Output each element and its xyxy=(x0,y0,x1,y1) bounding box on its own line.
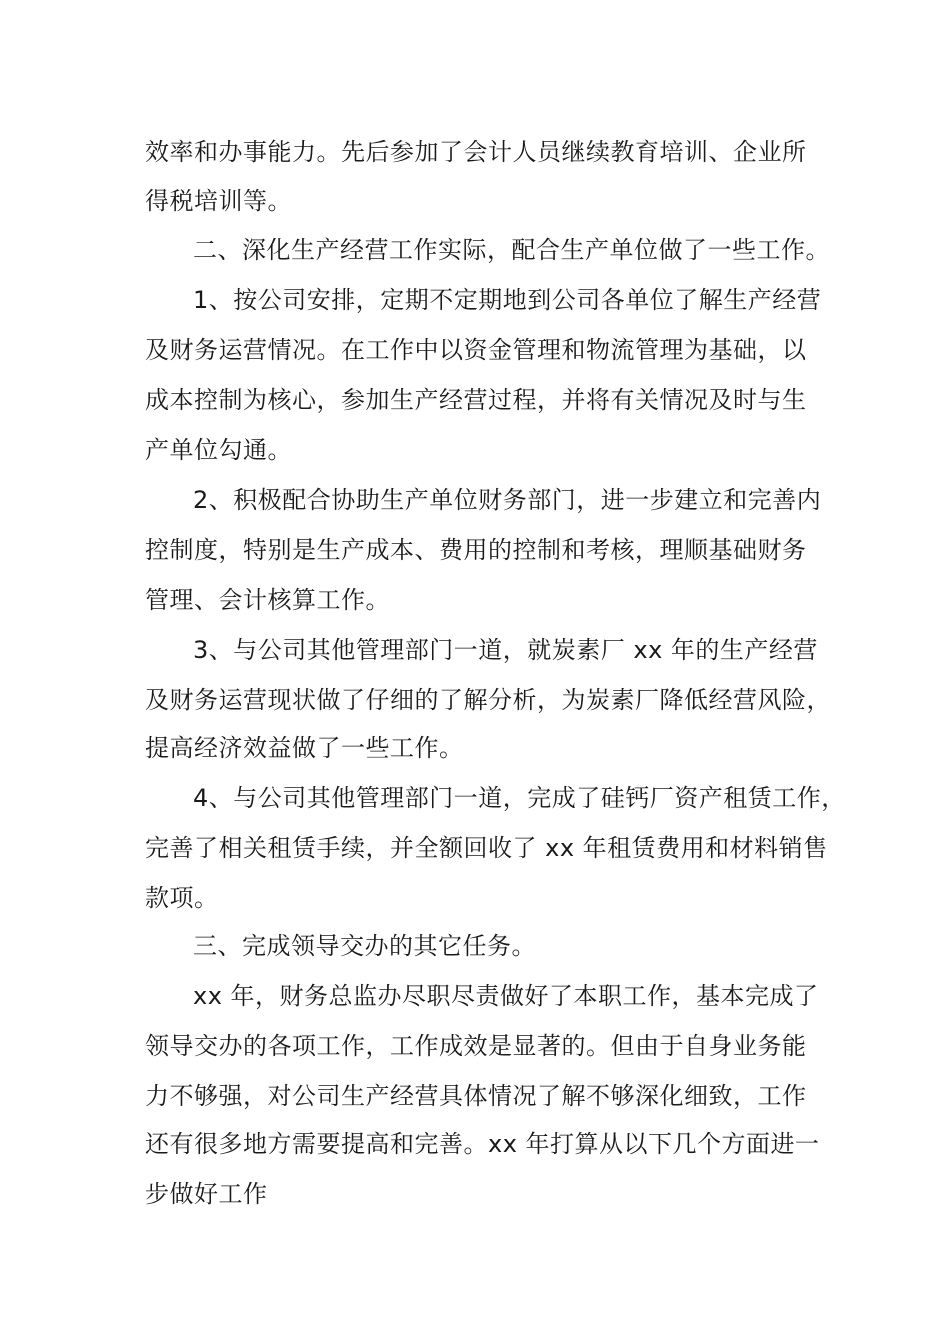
text-line: xx 年，财务总监办尽职尽责做好了本职工作，基本完成了 xyxy=(193,982,819,1010)
text-line: 领导交办的各项工作，工作成效是显著的。但由于自身业务能 xyxy=(145,1032,807,1060)
text-line: 2、积极配合协助生产单位财务部门，进一步建立和完善内 xyxy=(193,486,822,514)
text-line: 4、与公司其他管理部门一道，完成了硅钙厂资产租赁工作， xyxy=(193,784,846,812)
text-line: 完善了相关租赁手续，并全额回收了 xx 年租赁费用和材料销售 xyxy=(145,834,828,862)
text-line: 1、按公司安排，定期不定期地到公司各单位了解生产经营 xyxy=(193,286,822,314)
text-line: 步做好工作 xyxy=(145,1180,268,1208)
text-line: 力不够强，对公司生产经营具体情况了解不够深化细致，工作 xyxy=(145,1082,807,1110)
text-line: 还有很多地方需要提高和完善。xx 年打算从以下几个方面进一 xyxy=(145,1130,820,1158)
text-line: 得税培训等。 xyxy=(145,187,292,215)
text-line: 及财务运营现状做了仔细的了解分析，为炭素厂降低经营风险， xyxy=(145,686,831,714)
section-heading: 三、完成领导交办的其它任务。 xyxy=(193,932,536,960)
text-line: 控制度，特别是生产成本、费用的控制和考核，理顺基础财务 xyxy=(145,536,807,564)
text-line: 管理、会计核算工作。 xyxy=(145,586,390,614)
text-line: 成本控制为核心，参加生产经营过程，并将有关情况及时与生 xyxy=(145,386,807,414)
text-line: 款项。 xyxy=(145,884,219,912)
text-line: 产单位勾通。 xyxy=(145,436,292,464)
text-line: 及财务运营情况。在工作中以资金管理和物流管理为基础，以 xyxy=(145,336,807,364)
text-line: 3、与公司其他管理部门一道，就炭素厂 xx 年的生产经营 xyxy=(193,636,818,664)
text-line: 效率和办事能力。先后参加了会计人员继续教育培训、企业所 xyxy=(145,138,807,166)
section-heading: 二、深化生产经营工作实际，配合生产单位做了一些工作。 xyxy=(193,236,830,264)
text-line: 提高经济效益做了一些工作。 xyxy=(145,734,464,762)
